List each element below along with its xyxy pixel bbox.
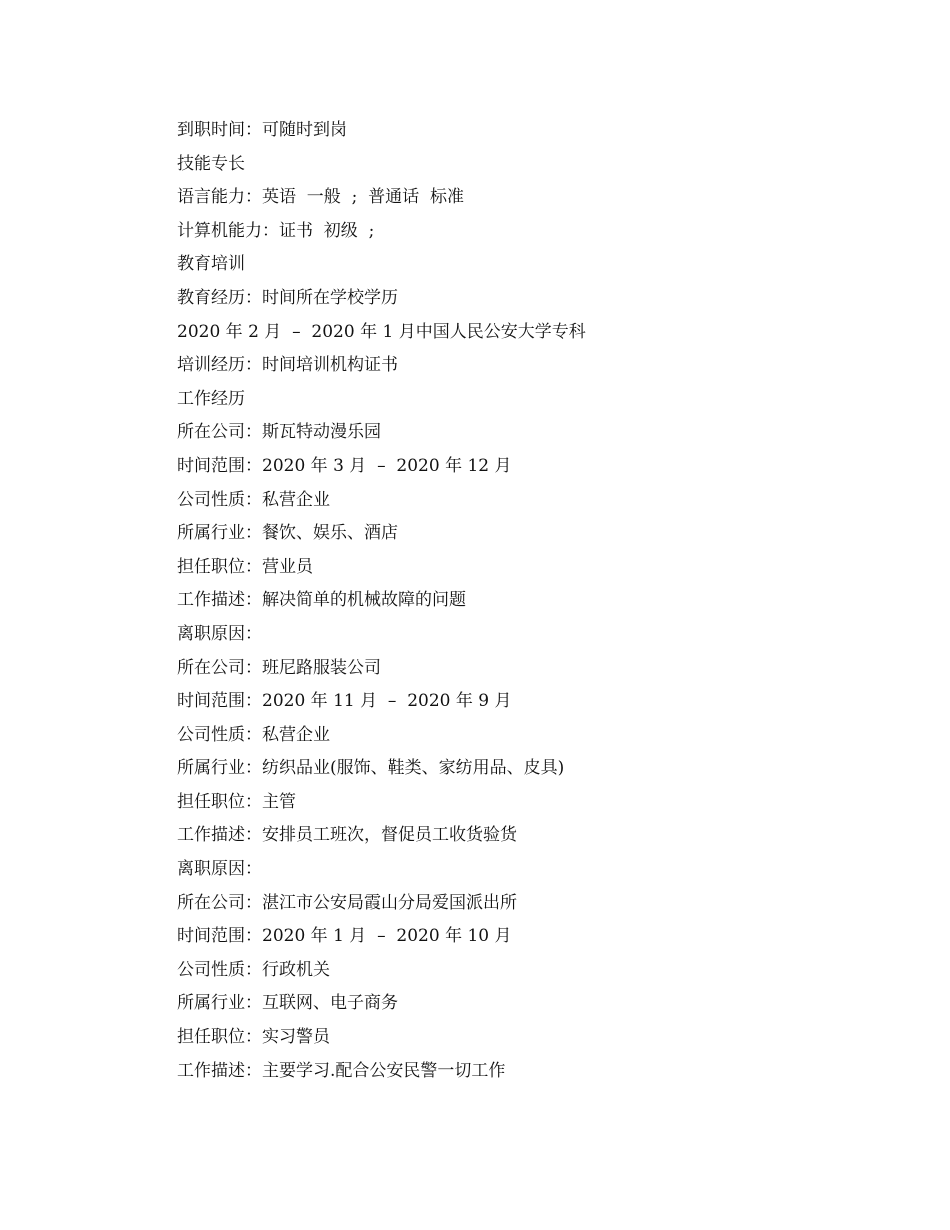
job3-position: 担任职位：实习警员 [177,1027,330,1048]
resume-body [177,114,877,1088]
job3-company: 所在公司：湛江市公安局霞山分局爱国派出所 [177,892,517,913]
job1-company: 所在公司：斯瓦特动漫乐园 [177,422,381,443]
job2-position: 担任职位：主管 [177,791,296,812]
education-history-label: 教育经历：时间所在学校学历 [177,287,398,308]
job2-leave-reason: 离职原因： [177,859,262,880]
job1-period: 时间范围：2020 年 3 月 – 2020 年 12 月 [177,455,512,476]
job2-company-type: 公司性质：私营企业 [177,724,330,745]
job3-period: 时间范围：2020 年 1 月 – 2020 年 10 月 [177,926,512,947]
work-experience-heading: 工作经历 [177,388,245,409]
education-heading: 教育培训 [177,254,245,275]
job1-company-type: 公司性质：私营企业 [177,489,330,510]
language-ability-line: 语言能力：英语 一般 ; 普通话 标准 [177,187,464,208]
job2-period: 时间范围：2020 年 11 月 – 2020 年 9 月 [177,691,512,712]
training-history-label: 培训经历：时间培训机构证书 [177,355,398,376]
computer-ability-line: 计算机能力：证书 初级 ; [177,220,375,241]
job2-description: 工作描述：安排员工班次，督促员工收货验货 [177,825,517,846]
job1-leave-reason: 离职原因： [177,623,262,644]
job3-company-type: 公司性质：行政机关 [177,959,330,980]
education-entry: 2020 年 2 月 – 2020 年 1 月中国人民公安大学专科 [177,321,586,342]
job1-position: 担任职位：营业员 [177,556,313,577]
job3-description: 工作描述：主要学习.配合公安民警一切工作 [177,1060,506,1081]
skills-heading: 技能专长 [177,153,245,174]
job2-company: 所在公司：班尼路服装公司 [177,657,381,678]
start-date-line: 到职时间：可随时到岗 [177,120,347,140]
job1-description: 工作描述：解决简单的机械故障的问题 [177,590,466,611]
job2-industry: 所属行业：纺织品业(服饰、鞋类、家纺用品、皮具) [177,758,565,779]
job1-industry: 所属行业：餐饮、娱乐、酒店 [177,523,398,544]
job3-industry: 所属行业：互联网、电子商务 [177,993,398,1014]
